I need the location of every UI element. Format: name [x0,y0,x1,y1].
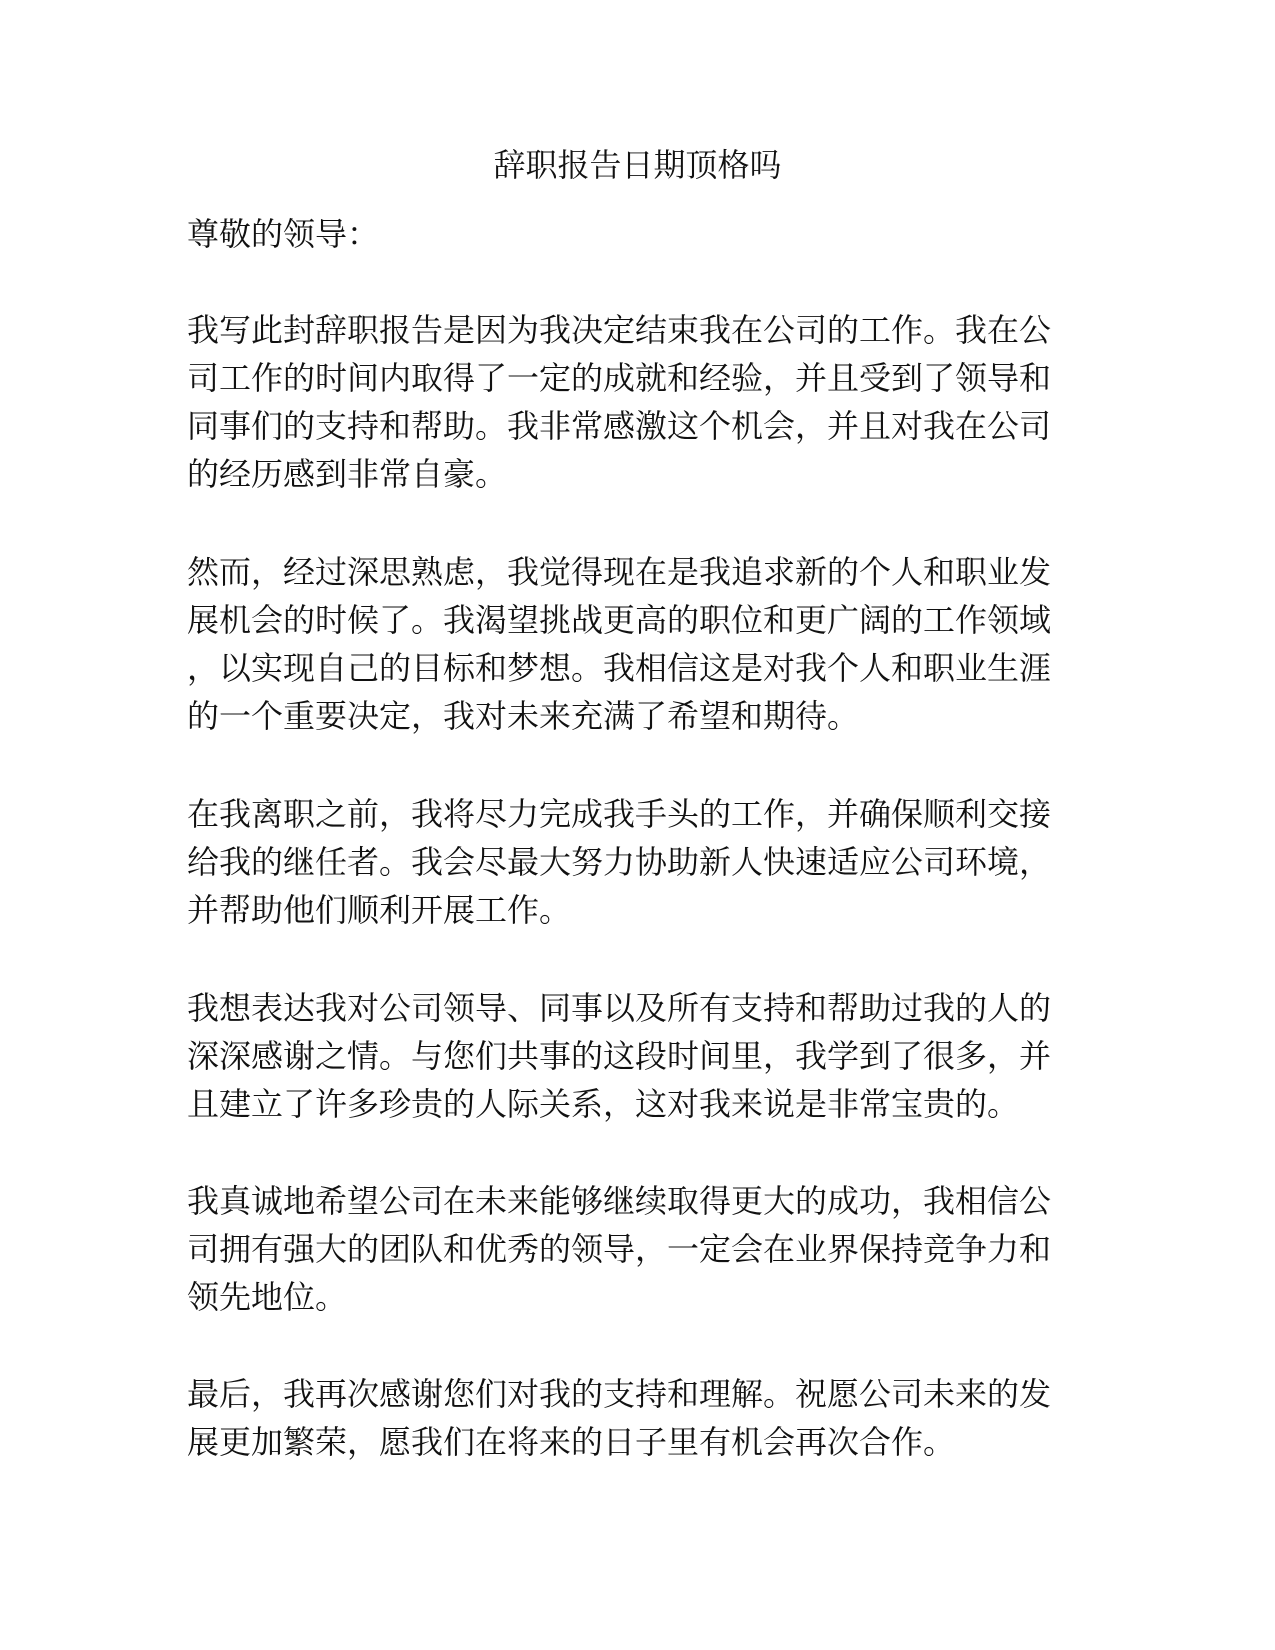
salutation: 尊敬的领导： [187,215,380,253]
paragraph-line: 我真诚地希望公司在未来能够继续取得更大的成功，我相信公 [187,1182,1052,1220]
paragraph-line: 深深感谢之情。与您们共事的这段时间里，我学到了很多，并 [187,1037,1052,1075]
paragraph-line: ，以实现自己的目标和梦想。我相信这是对我个人和职业生涯 [187,649,1052,687]
paragraph-3 [187,790,1087,934]
paragraph-line: 我想表达我对公司领导、同事以及所有支持和帮助过我的人的 [187,989,1052,1027]
paragraph-line: 领先地位。 [187,1278,348,1316]
paragraph-line: 司拥有强大的团队和优秀的领导，一定会在业界保持竞争力和 [187,1230,1052,1268]
paragraph-line: 展更加繁荣，愿我们在将来的日子里有机会再次合作。 [187,1423,956,1461]
paragraph-5 [187,1177,1087,1321]
paragraph-6 [187,1370,1087,1466]
paragraph-4 [187,984,1087,1128]
paragraph-line: 然而，经过深思熟虑，我觉得现在是我追求新的个人和职业发 [187,553,1052,591]
paragraph-line: 的经历感到非常自豪。 [187,455,508,493]
paragraph-line: 司工作的时间内取得了一定的成就和经验，并且受到了领导和 [187,359,1052,397]
paragraph-line: 且建立了许多珍贵的人际关系，这对我来说是非常宝贵的。 [187,1085,1020,1123]
paragraph-line: 并帮助他们顺利开展工作。 [187,891,572,929]
document-title: 辞职报告日期顶格吗 [493,146,782,184]
paragraph-2 [187,548,1087,740]
paragraph-line: 我写此封辞职报告是因为我决定结束我在公司的工作。我在公 [187,311,1052,349]
paragraph-line: 的一个重要决定，我对未来充满了希望和期待。 [187,697,860,735]
paragraph-line: 最后，我再次感谢您们对我的支持和理解。祝愿公司未来的发 [187,1375,1052,1413]
paragraph-line: 同事们的支持和帮助。我非常感激这个机会，并且对我在公司 [187,407,1052,445]
paragraph-line: 展机会的时候了。我渴望挑战更高的职位和更广阔的工作领域 [187,601,1052,639]
paragraph-1 [187,306,1087,498]
paragraph-line: 给我的继任者。我会尽最大努力协助新人快速适应公司环境， [187,843,1052,881]
paragraph-line: 在我离职之前，我将尽力完成我手头的工作，并确保顺利交接 [187,795,1052,833]
